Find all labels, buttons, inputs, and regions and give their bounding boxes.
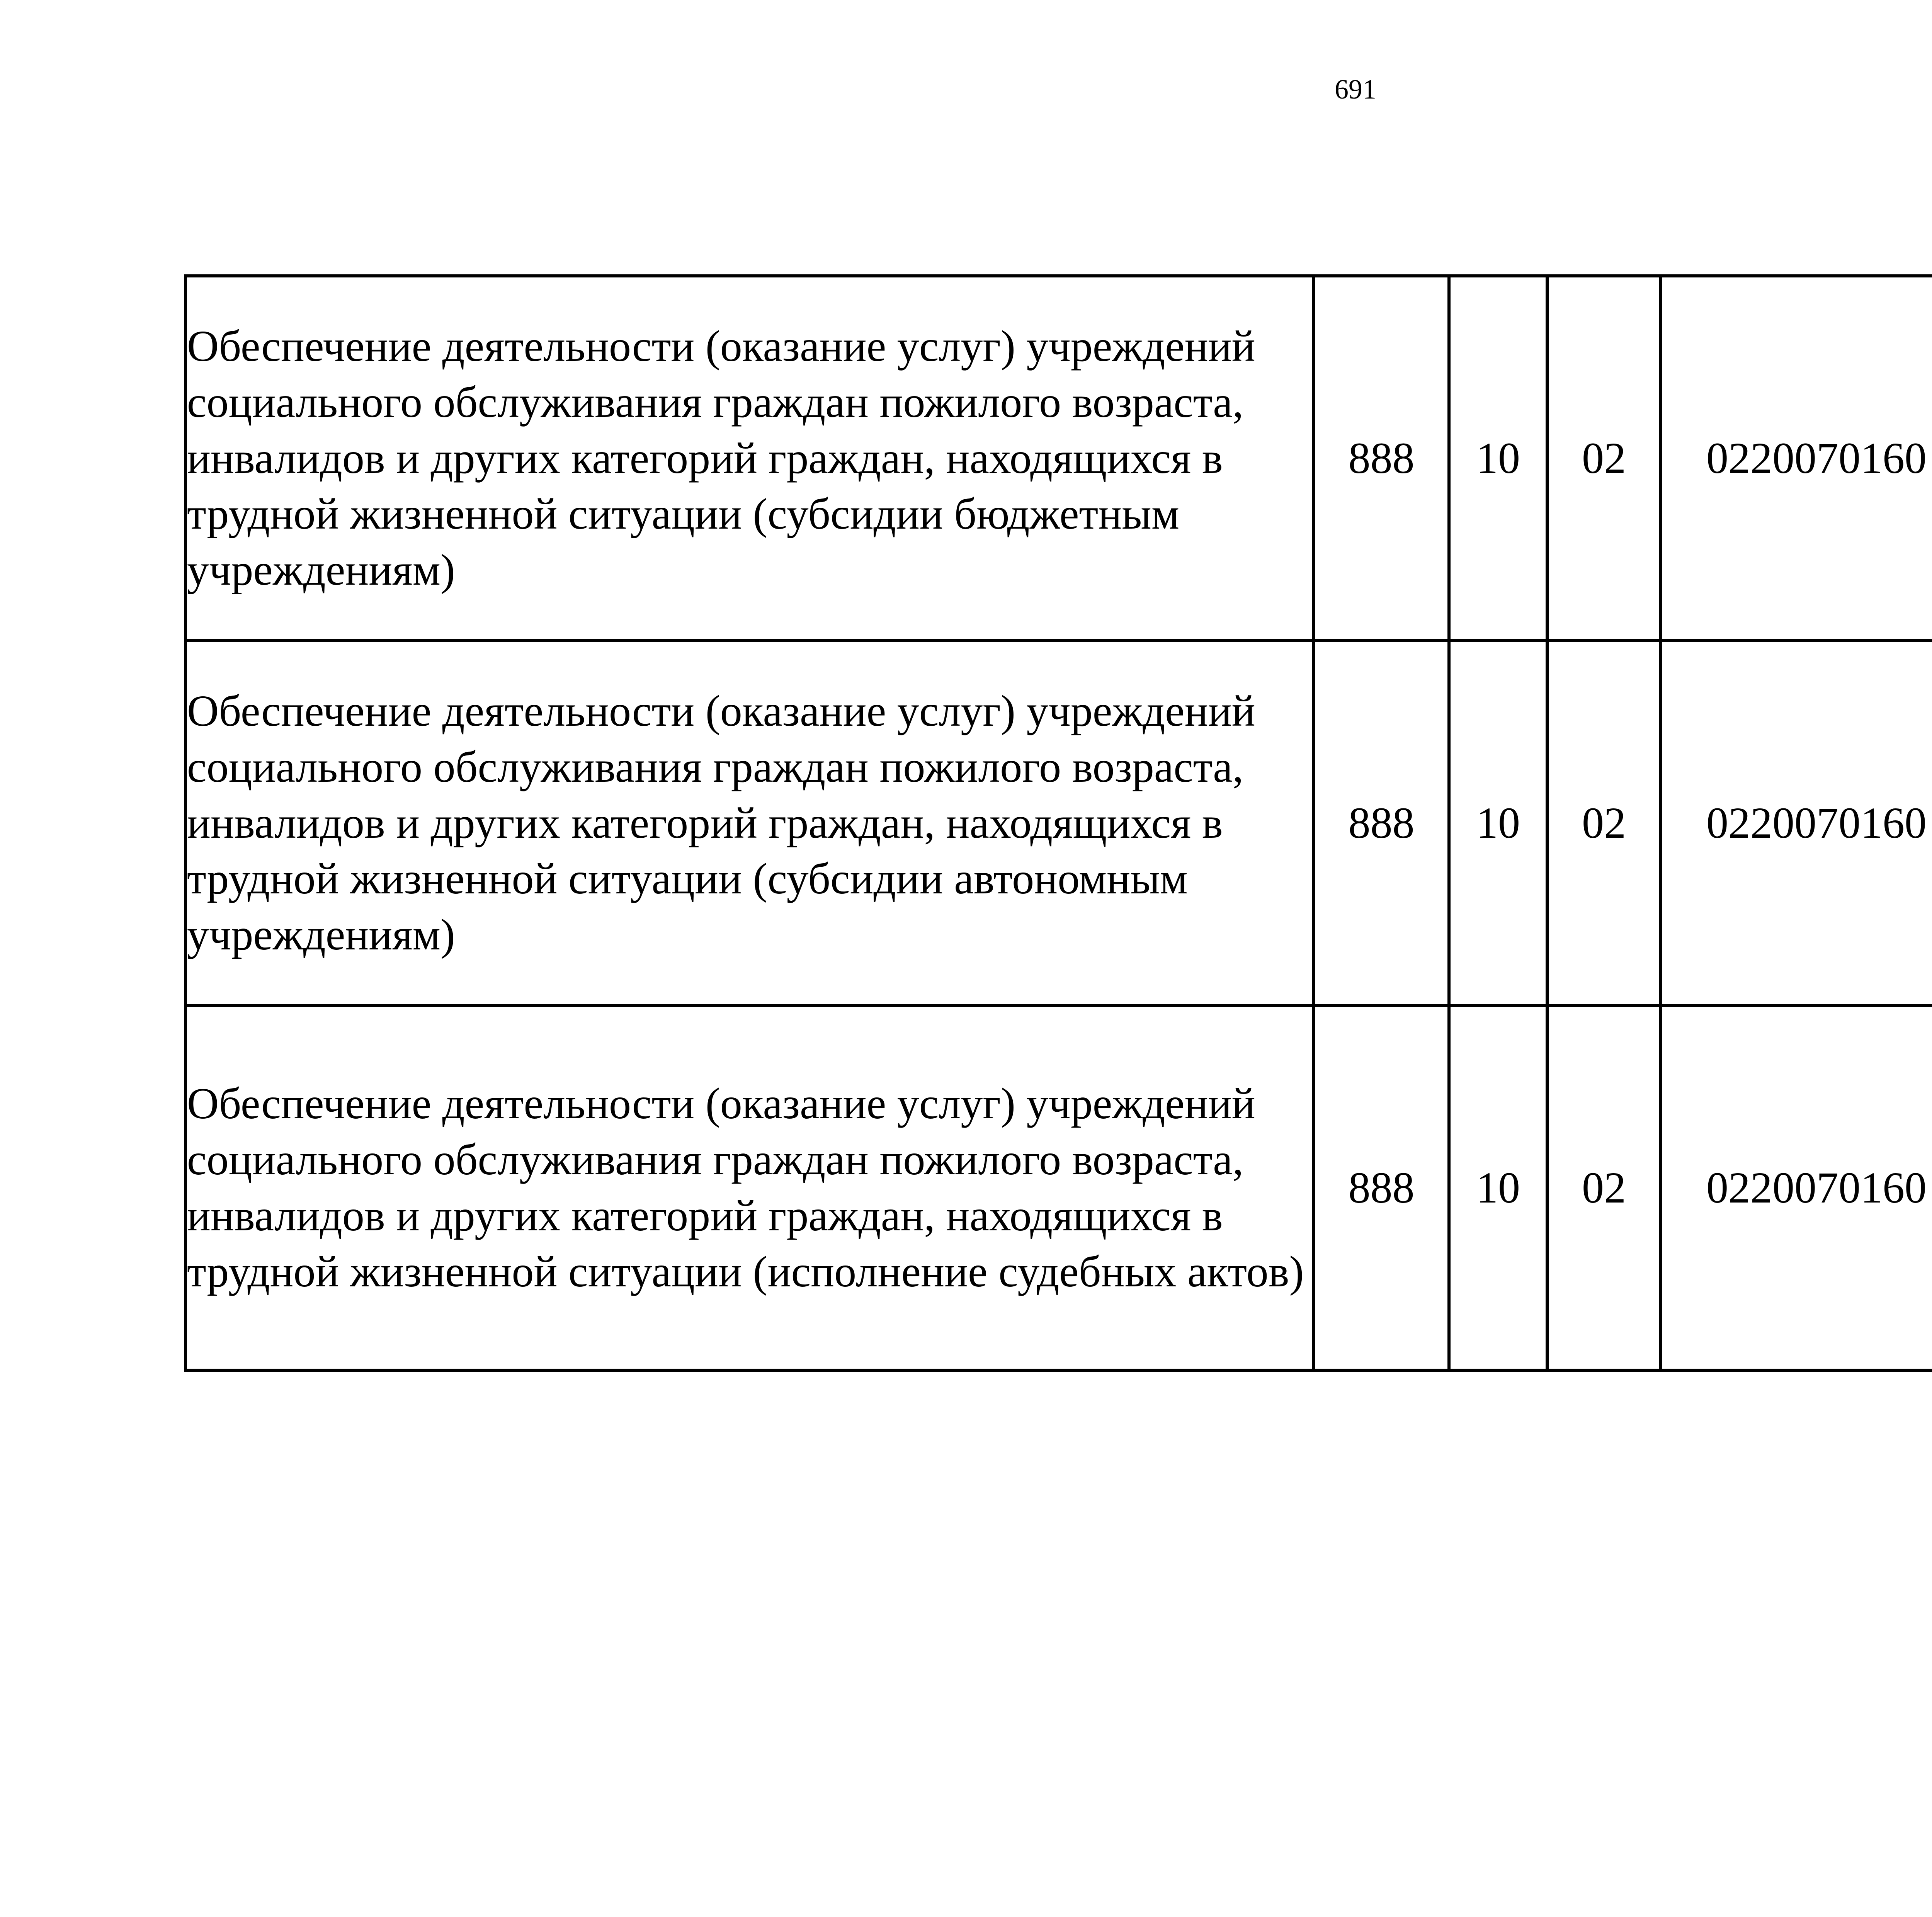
target-article-code: 0220070160	[1661, 276, 1932, 641]
section-code: 10	[1449, 1005, 1547, 1370]
table-row	[185, 276, 1932, 641]
table-row	[185, 1005, 1932, 1370]
page-number: 691	[1335, 74, 1376, 105]
subsection-code: 02	[1547, 1005, 1661, 1370]
ministry-code: 888	[1314, 1005, 1449, 1370]
target-article-code: 0220070160	[1661, 1005, 1932, 1370]
section-code: 10	[1449, 641, 1547, 1005]
subsection-code: 02	[1547, 641, 1661, 1005]
subsection-code: 02	[1547, 276, 1661, 641]
section-code: 10	[1449, 276, 1547, 641]
target-article-code: 0220070160	[1661, 641, 1932, 1005]
row-description: Обеспечение деятельности (оказание услуг) учреждений социального обслуживания граждан пожилого возраста, инвалидов и других категорий граждан, находящихся в трудной жизненной ситуации (исполнение судебных актов)	[185, 1005, 1314, 1370]
row-description: Обеспечение деятельности (оказание услуг) учреждений социального обслуживания граждан пожилого возраста, инвалидов и других категорий граждан, находящихся в трудной жизненной ситуации (субсидии автономным учреждениям)	[185, 641, 1314, 1005]
ministry-code: 888	[1314, 641, 1449, 1005]
budget-table	[184, 274, 1932, 1372]
table-row	[185, 641, 1932, 1005]
row-description: Обеспечение деятельности (оказание услуг) учреждений социального обслуживания граждан пожилого возраста, инвалидов и других категорий граждан, находящихся в трудной жизненной ситуации (субсидии бюджетным учреждениям)	[185, 276, 1314, 641]
ministry-code: 888	[1314, 276, 1449, 641]
